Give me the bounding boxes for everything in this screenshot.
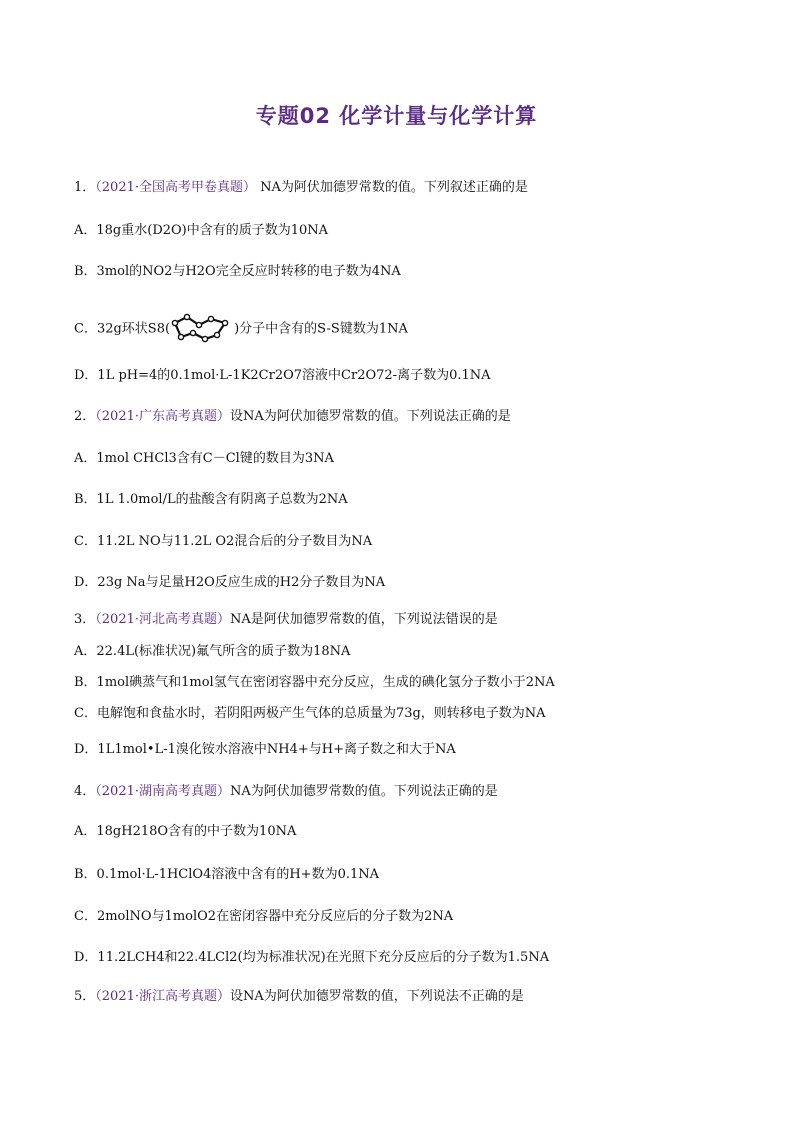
s8-ring-structure-icon xyxy=(171,313,233,345)
q2-option-c: C．11.2L NO与11.2L O2混合后的分子数目为NA xyxy=(74,534,373,549)
question-source: （2021·湖南高考真题） xyxy=(95,784,230,799)
question-4-stem xyxy=(74,783,498,801)
question-source: （2021·浙江高考真题） xyxy=(95,989,230,1004)
question-3-stem xyxy=(74,611,498,629)
question-number: 3． xyxy=(74,612,96,627)
q1-option-a: A．18g重水(D2O)中含有的质子数为10NA xyxy=(74,223,329,238)
question-1-stem xyxy=(74,179,528,197)
q1-option-d: D．1L pH=4的0.1mol·L-1K2Cr2O7溶液中Cr2O72-离子数为0.1NA xyxy=(74,368,491,383)
question-source: （2021·广东高考真题） xyxy=(95,409,230,424)
q3-option-a: A．22.4L(标准状况)氟气所含的质子数为18NA xyxy=(74,644,351,659)
q1-option-c xyxy=(74,313,408,345)
q2-option-d: D．23g Na与足量H2O反应生成的H2分子数目为NA xyxy=(74,575,386,590)
question-number: 1． xyxy=(74,180,96,195)
q3-option-b: B．1mol碘蒸气和1mol氢气在密闭容器中充分反应，生成的碘化氢分子数小于2NA xyxy=(74,675,555,690)
page-title: 专题02 化学计量与化学计算 xyxy=(255,104,538,128)
question-text: NA为阿伏加德罗常数的值。下列说法正确的是 xyxy=(230,784,498,799)
q1-option-b: B．3mol的NO2与H2O完全反应时转移的电子数为4NA xyxy=(74,264,401,279)
q3-option-d: D．1L1mol•L-1溴化铵水溶液中NH4+与H+离子数之和大于NA xyxy=(74,742,456,757)
option-text-pre: C．32g环状S8( xyxy=(74,321,171,337)
option-text-post: )分子中含有的S-S键数为1NA xyxy=(234,321,408,337)
q2-option-a: A．1mol CHCl3含有C－Cl键的数目为3NA xyxy=(74,451,334,466)
q4-option-b: B．0.1mol·L-1HClO4溶液中含有的H+数为0.1NA xyxy=(74,867,380,882)
question-text: NA为阿伏加德罗常数的值。下列叙述正确的是 xyxy=(256,180,528,195)
q3-option-c: C．电解饱和食盐水时，若阴阳两极产生气体的总质量为73g，则转移电子数为NA xyxy=(74,706,546,721)
question-text: 设NA为阿伏加德罗常数的值。下列说法正确的是 xyxy=(230,409,511,424)
q4-option-d: D．11.2LCH4和22.4LCl2(均为标准状况)在光照下充分反应后的分子数为1.5NA xyxy=(74,950,550,965)
question-source: （2021·河北高考真题） xyxy=(95,612,230,627)
q4-option-a: A．18gH218O含有的中子数为10NA xyxy=(74,824,297,839)
question-number: 5． xyxy=(74,989,96,1004)
question-source: （2021·全国高考甲卷真题） xyxy=(95,180,256,195)
question-number: 2． xyxy=(74,409,96,424)
question-text: NA是阿伏加德罗常数的值，下列说法错误的是 xyxy=(230,612,498,627)
q2-option-b: B．1L 1.0mol/L的盐酸含有阴离子总数为2NA xyxy=(74,492,348,507)
question-5-stem xyxy=(74,988,524,1006)
q4-option-c: C．2molNO与1molO2在密闭容器中充分反应后的分子数为2NA xyxy=(74,909,454,924)
question-number: 4． xyxy=(74,784,96,799)
question-2-stem xyxy=(74,408,511,426)
question-text: 设NA为阿伏加德罗常数的值，下列说法不正确的是 xyxy=(230,989,524,1004)
